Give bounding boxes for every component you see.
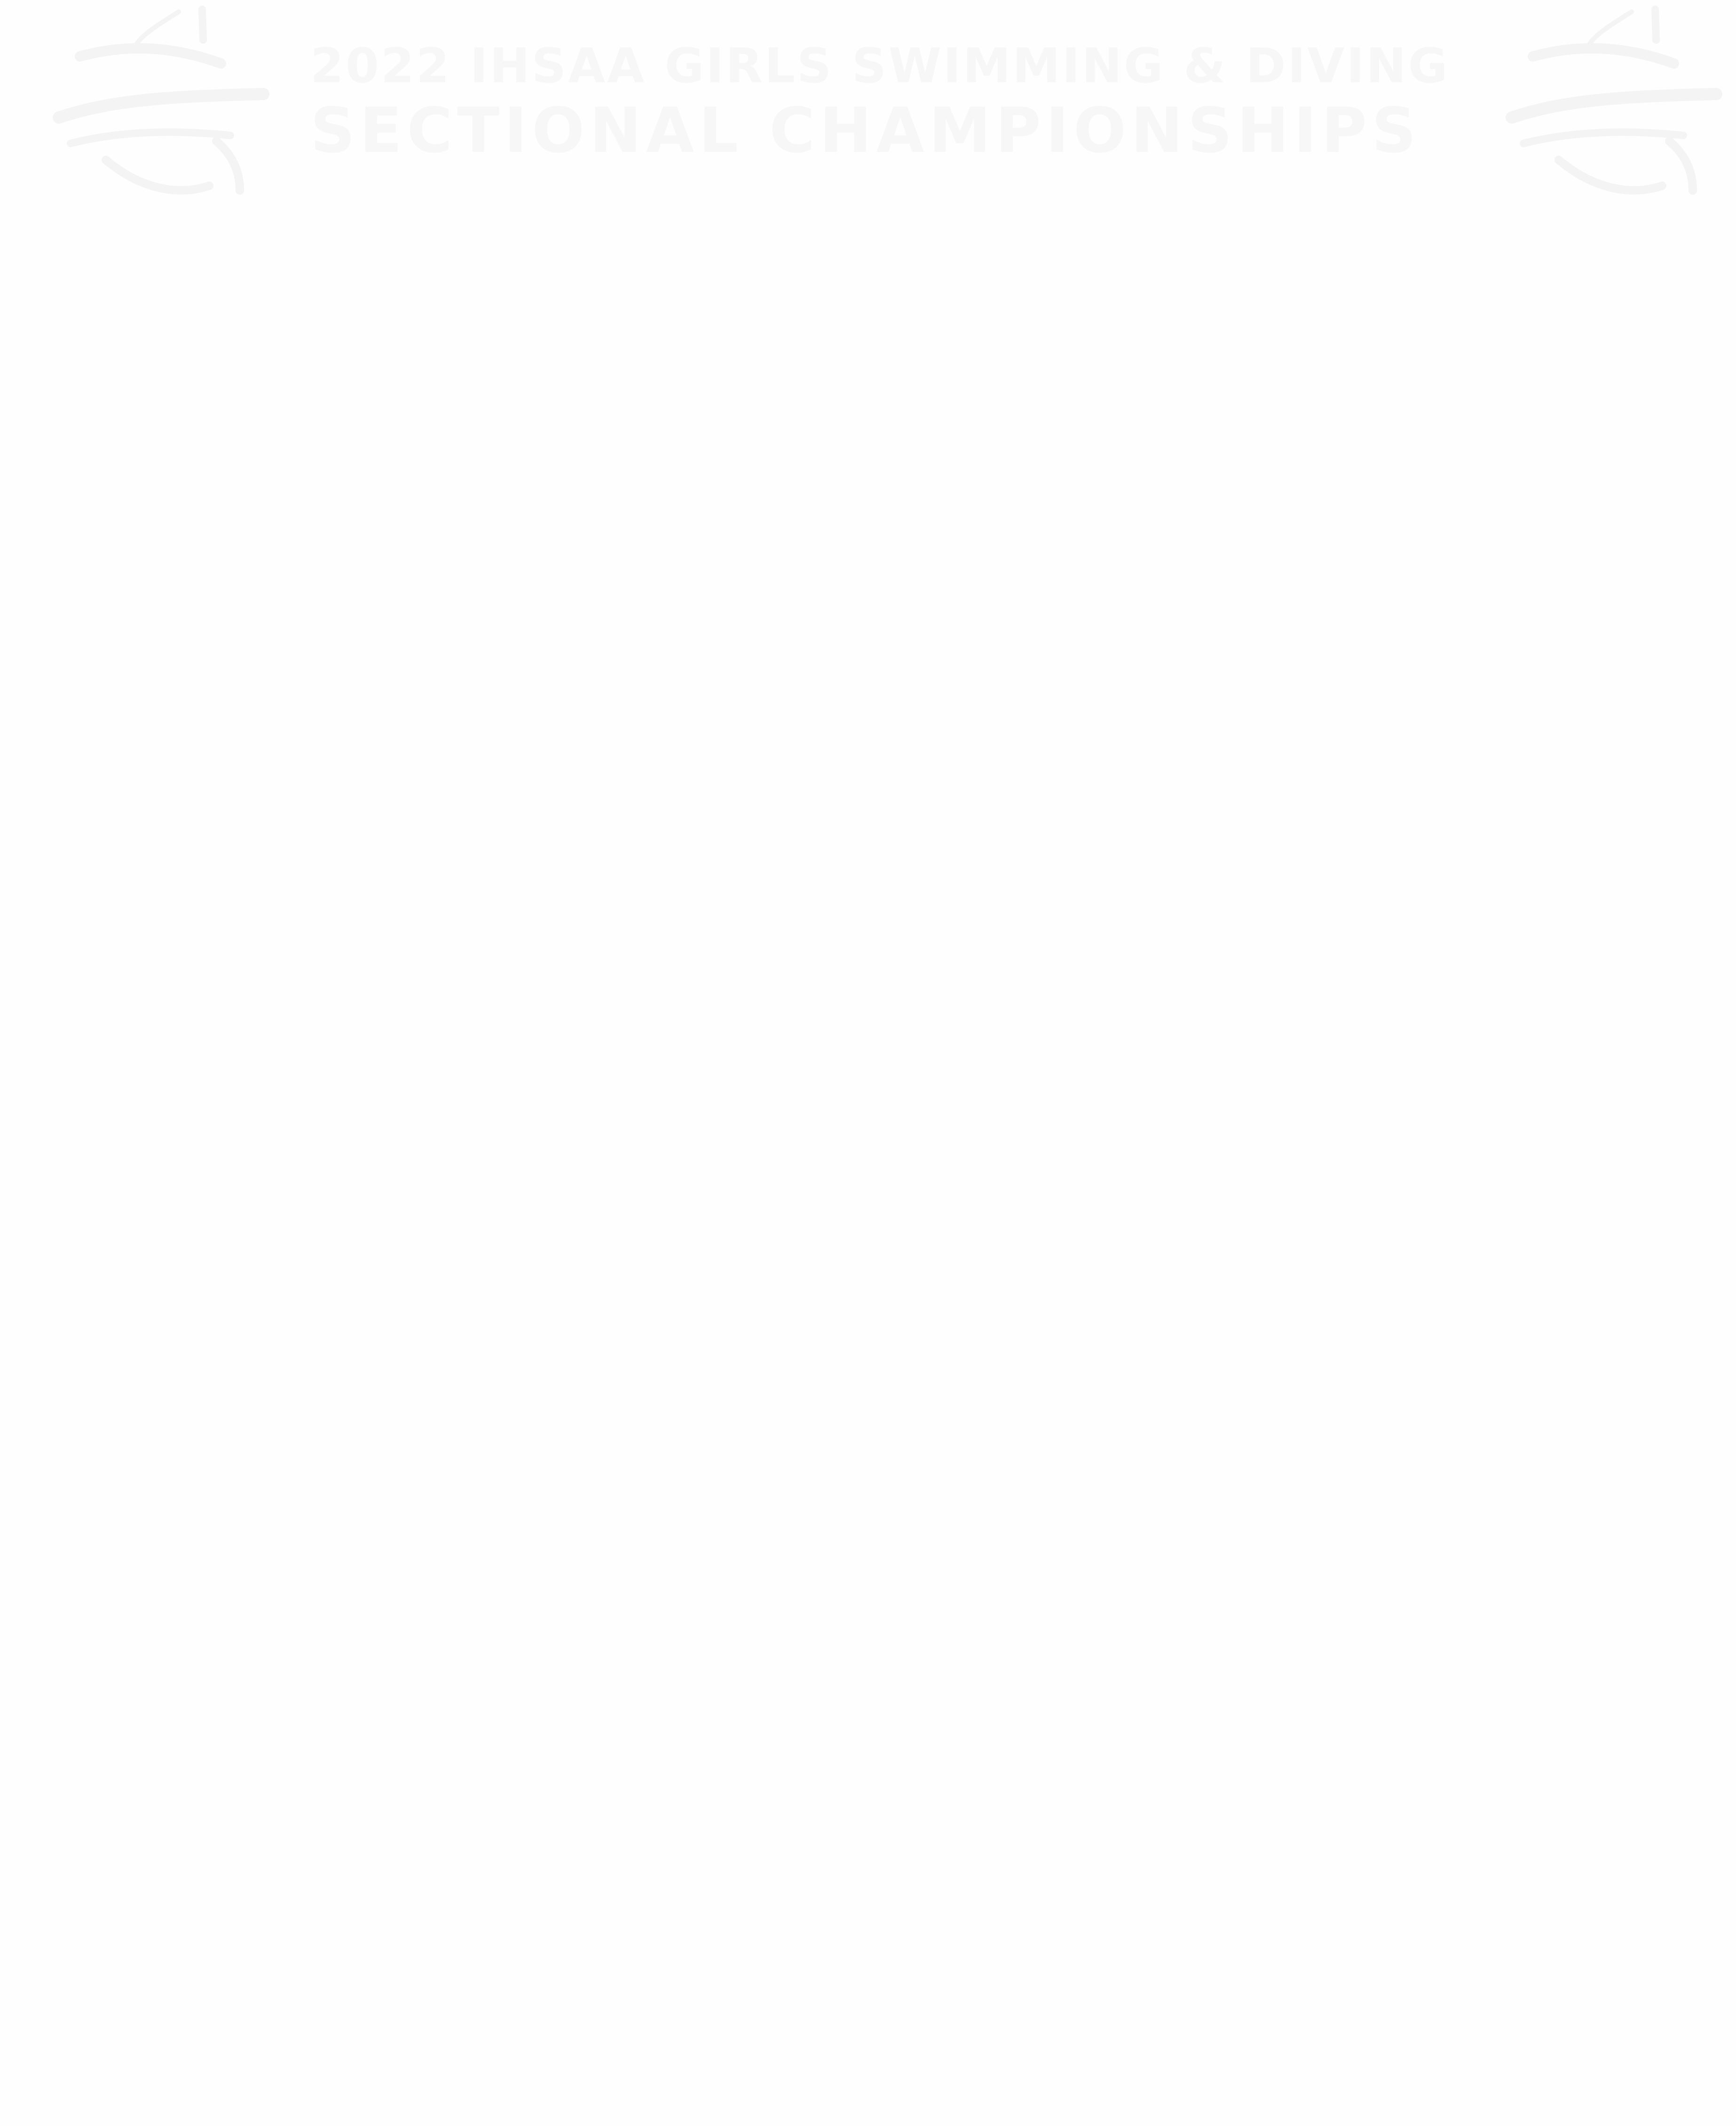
ihsaa-logo-left-icon [19,0,282,202]
event-title-line-1: 2022 IHSAA GIRLS SWIMMING & DIVING [310,38,1450,94]
event-title-line-2: SECTIONAL CHAMPIONSHIPS [310,95,1421,167]
ihsaa-logo-right-icon [1472,0,1735,202]
event-title [310,38,1450,167]
header [0,0,1736,207]
blank-page-content [0,207,1736,2126]
